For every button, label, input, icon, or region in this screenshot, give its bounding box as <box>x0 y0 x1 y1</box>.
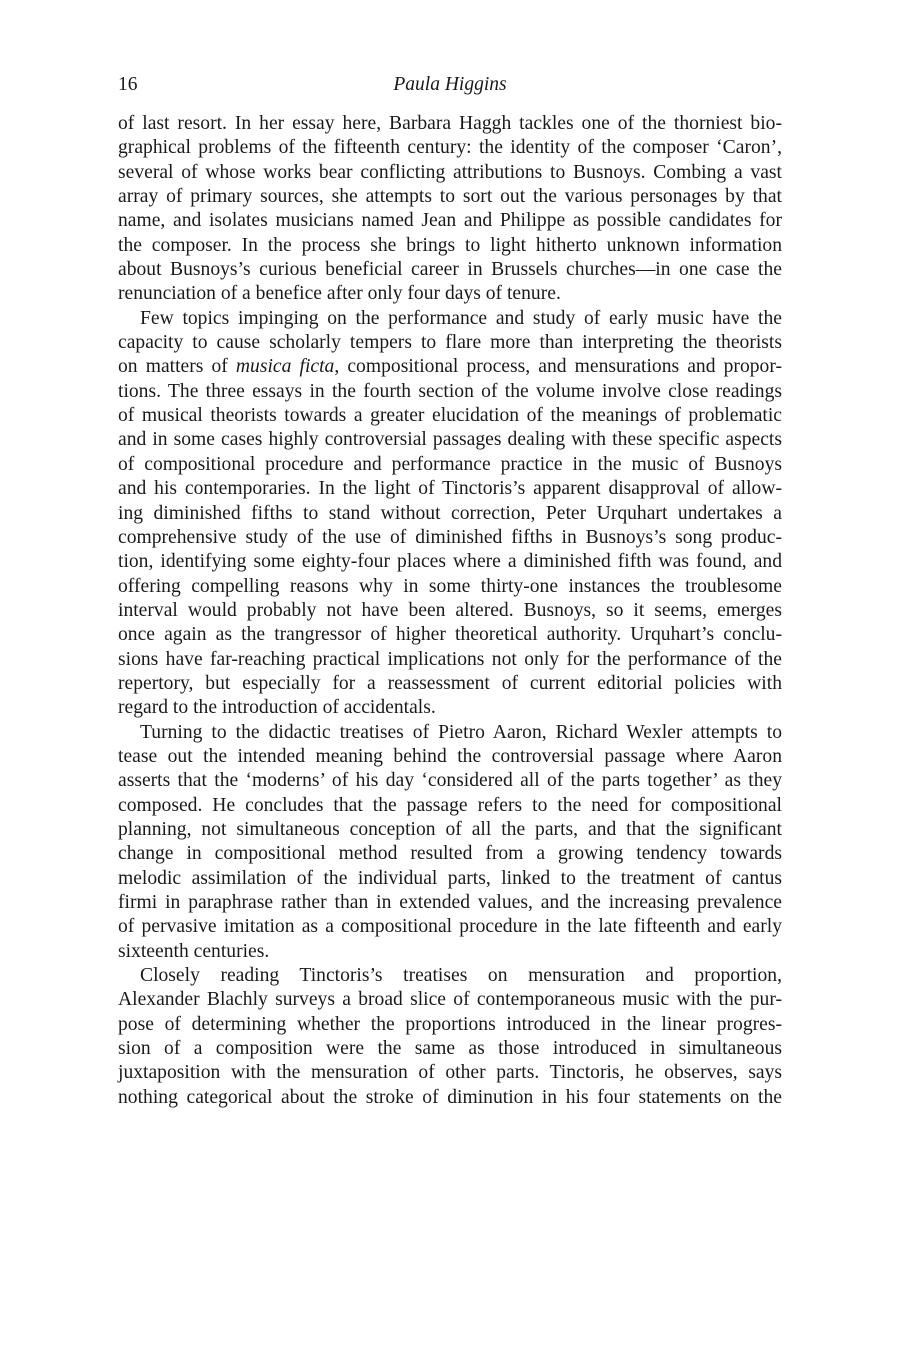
text-line: ing diminished fifths to stand without correction, Peter Urquhart undertakes a <box>118 502 782 524</box>
text-line: melodic assimilation of the individual parts, linked to the treatment of cantus <box>118 867 782 889</box>
text-line: on matters of musica ficta, compositional process, and mensurations and propor- <box>118 356 782 378</box>
text-line: renunciation of a benefice after only four days of tenure. <box>118 283 561 305</box>
text-line: sixteenth centuries. <box>118 940 270 962</box>
text-line: juxtaposition with the mensuration of other parts. Tinctoris, he observes, says <box>118 1062 782 1084</box>
text-line: planning, not simultaneous conception of all the parts, and that the significant <box>118 818 782 840</box>
text-line: of pervasive imitation as a compositional procedure in the late fifteenth and early <box>118 916 782 938</box>
text-line: about Busnoys’s curious beneficial career in Brussels churches—in one case the <box>118 259 782 281</box>
text-line: tions. The three essays in the fourth section of the volume involve close readings <box>118 380 782 402</box>
text-line: repertory, but especially for a reassessment of current editorial policies with <box>118 672 782 694</box>
text-line: firmi in paraphrase rather than in extended values, and the increasing prevalence <box>118 892 782 913</box>
text-line: Closely reading Tinctoris’s treatises on mensuration and proportion, <box>140 965 782 987</box>
running-title: Paula Higgins <box>393 74 507 95</box>
text-line: sions have far-reaching practical implications not only for the performance of the <box>118 648 782 670</box>
paragraph <box>118 964 782 1110</box>
text-line: composed. He concludes that the passage refers to the need for compositional <box>118 794 782 816</box>
paragraph <box>118 112 782 307</box>
text-line: interval would probably not have been altered. Busnoys, so it seems, emerges <box>118 599 782 621</box>
text-line: sion of a composition were the same as those introduced in simultaneous <box>118 1038 782 1060</box>
text-line: tion, identifying some eighty-four places where a diminished fifth was found, and <box>118 551 782 573</box>
text-line: pose of determining whether the proportions introduced in the linear progres- <box>118 1013 782 1035</box>
text-line: regard to the introduction of accidentals. <box>118 697 436 719</box>
text-line: of musical theorists towards a greater elucidation of the meanings of problematic <box>118 405 782 427</box>
text-line: capacity to cause scholarly tempers to flare more than interpreting the theorists <box>118 332 782 354</box>
text-line: of last resort. In her essay here, Barbara Haggh tackles one of the thorniest bio- <box>118 113 782 134</box>
text-line: nothing categorical about the stroke of diminution in his four statements on the <box>118 1086 782 1108</box>
text-line: the composer. In the process she brings to light hitherto unknown information <box>118 234 782 256</box>
text-line: of compositional procedure and performance practice in the music of Busnoys <box>118 453 782 475</box>
text-line: asserts that the ‘moderns’ of his day ‘considered all of the parts together’ as they <box>118 770 782 792</box>
text-line: once again as the trangressor of higher theoretical authority. Urquhart’s conclu- <box>118 624 782 646</box>
text-line: and in some cases highly controversial passages dealing with these specific aspects <box>118 429 782 451</box>
text-line: array of primary sources, she attempts to sort out the various personages by that <box>118 186 782 208</box>
text-line: and his contemporaries. In the light of Tinctoris’s apparent disapproval of allow- <box>118 478 782 500</box>
running-head <box>118 74 782 102</box>
text-line: Turning to the didactic treatises of Pietro Aaron, Richard Wexler attempts to <box>140 721 782 743</box>
text-line: offering compelling reasons why in some thirty-one instances the troublesome <box>118 575 782 597</box>
text-line: change in compositional method resulted from a growing tendency towards <box>118 843 782 865</box>
text-line: tease out the intended meaning behind the controversial passage where Aaron <box>118 745 782 767</box>
paragraph <box>118 721 782 964</box>
text-line: name, and isolates musicians named Jean and Philippe as possible candidates for <box>118 210 782 232</box>
body-text <box>118 112 782 1110</box>
text-line: several of whose works bear conflicting attributions to Busnoys. Combing a vast <box>118 161 782 183</box>
text-line: Few topics impinging on the performance and study of early music have the <box>140 307 782 329</box>
page-number: 16 <box>118 74 138 95</box>
text-line: Alexander Blachly surveys a broad slice of contemporaneous music with the pur- <box>118 989 782 1011</box>
paragraph <box>118 307 782 721</box>
italic-term: musica ficta <box>235 356 335 378</box>
text-line: graphical problems of the fifteenth century: the identity of the composer ‘Caron’, <box>118 137 782 159</box>
text-line: comprehensive study of the use of diminished fifths in Busnoys’s song produc- <box>118 526 782 548</box>
